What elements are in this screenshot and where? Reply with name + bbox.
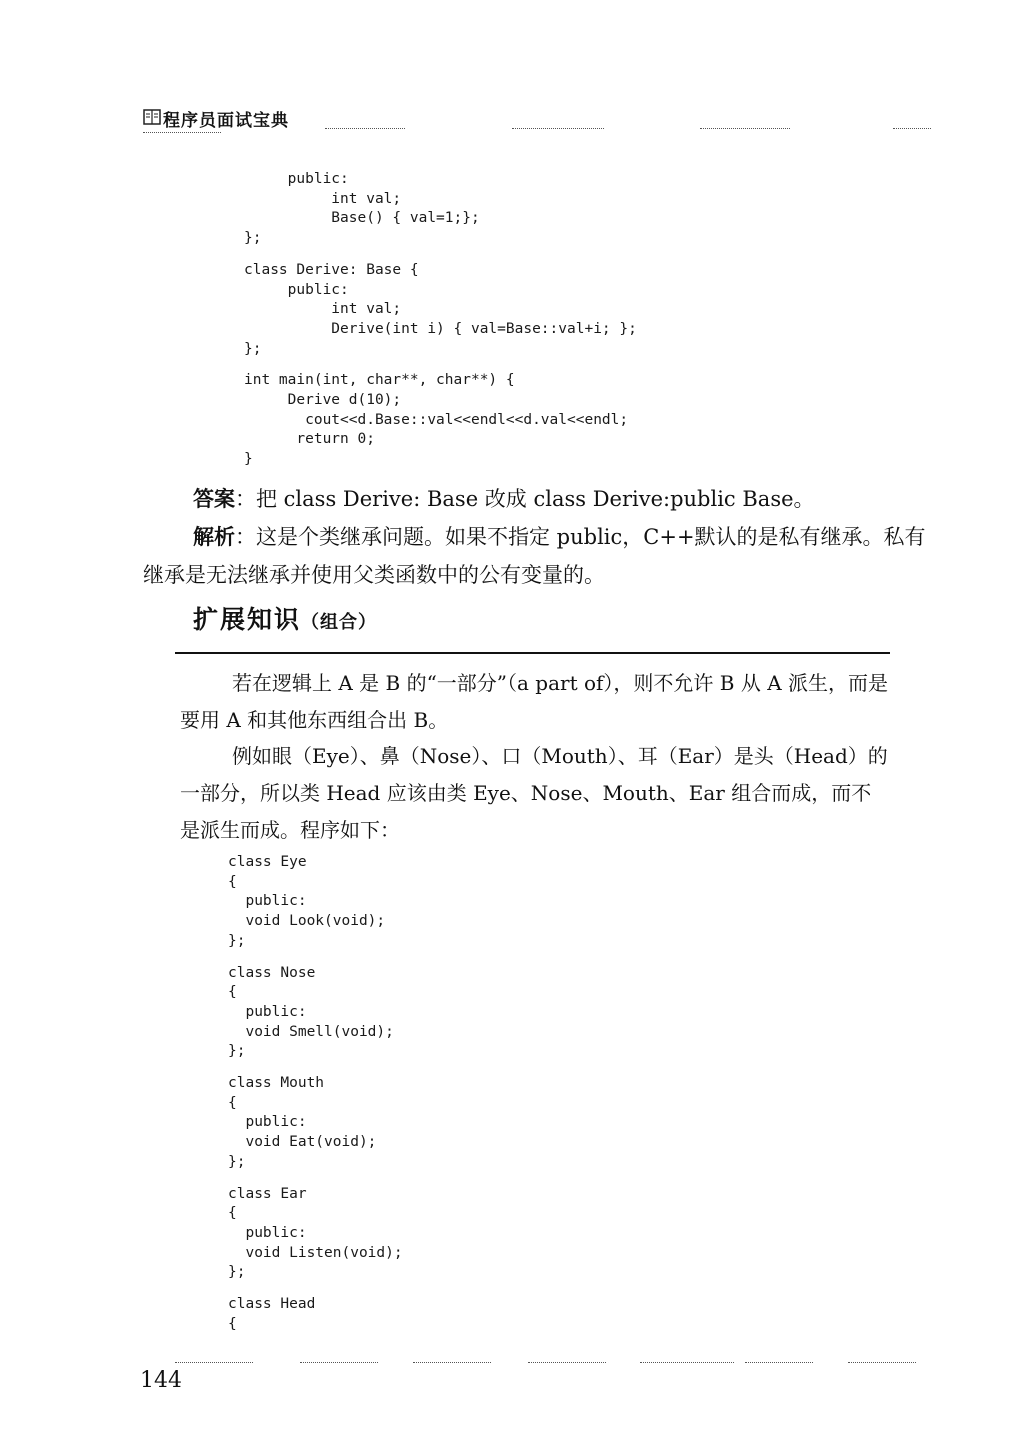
analysis-label: 解析 bbox=[193, 525, 235, 549]
section-subtitle: （组合） bbox=[301, 612, 378, 633]
footer-dotted-rule bbox=[413, 1362, 491, 1363]
code-line: class Head bbox=[228, 1296, 316, 1313]
code-line: class Eye bbox=[228, 854, 307, 870]
section-title: 扩展知识 bbox=[193, 605, 302, 634]
answer-text: ：把 class Derive: Base 改成 class Derive:public Base。 bbox=[235, 487, 815, 511]
running-header bbox=[143, 104, 933, 140]
header-dotted-rule bbox=[143, 132, 221, 133]
code-line: public: bbox=[228, 893, 307, 910]
code-line: public: bbox=[228, 1224, 307, 1241]
code-line: public: bbox=[244, 281, 349, 298]
header-dotted-rule bbox=[512, 128, 604, 129]
book-icon bbox=[143, 108, 161, 126]
header-dotted-rule bbox=[325, 128, 405, 129]
header-title: 程序员面试宝典 bbox=[163, 111, 289, 131]
code-block-derive bbox=[244, 170, 637, 470]
footer-dotted-rule bbox=[175, 1362, 253, 1363]
code-line: { bbox=[228, 873, 237, 890]
code-line: { bbox=[228, 1094, 237, 1111]
code-line: { bbox=[228, 984, 237, 1001]
code-line: Derive d(10); bbox=[244, 392, 402, 409]
code-line: Base() { val=1;}; bbox=[244, 210, 480, 227]
extension-paragraph-1: 若在逻辑上 A 是 B 的“一部分”（a part of），则不允许 B 从 A 派生，而是要用 A 和其他东西组合出 B。 bbox=[180, 671, 888, 732]
analysis-text: ：这是个类继承问题。如果不指定 public，C++默认的是私有继承。私有继承是无法继承并使用父类函数中的公有变量的。 bbox=[143, 525, 926, 587]
code-line: { bbox=[228, 1205, 237, 1222]
header-dotted-rule bbox=[893, 128, 931, 129]
code-line: public: bbox=[244, 171, 349, 187]
code-line: }; bbox=[228, 1043, 246, 1060]
section-rule bbox=[175, 652, 890, 654]
code-line: class Derive: Base { bbox=[244, 261, 419, 278]
code-line: void Look(void); bbox=[228, 913, 386, 930]
answer-label: 答案 bbox=[193, 487, 235, 511]
code-line: class Mouth bbox=[228, 1075, 325, 1092]
code-line: return 0; bbox=[244, 431, 375, 448]
footer-dotted-rule bbox=[640, 1362, 734, 1363]
code-line: int val; bbox=[244, 190, 402, 207]
code-line: { bbox=[228, 1315, 237, 1332]
section-heading bbox=[193, 600, 377, 636]
code-line: int val; bbox=[244, 301, 402, 318]
code-line: public: bbox=[228, 1003, 307, 1020]
extension-paragraph-2: 例如眼（Eye）、鼻（Nose）、口（Mouth）、耳（Ear）是头（Head）的一部分，所以类 Head 应该由类 Eye、Nose、Mouth、Ear 组合而成，而不是派生而成。程序如下： bbox=[180, 744, 888, 842]
code-line: void Eat(void); bbox=[228, 1134, 377, 1151]
code-line: void Smell(void); bbox=[228, 1023, 394, 1040]
code-line: }; bbox=[228, 1264, 246, 1281]
footer-dotted-rule bbox=[528, 1362, 606, 1363]
page-number: 144 bbox=[140, 1368, 182, 1393]
code-line: } bbox=[244, 451, 253, 468]
footer-dotted-rule bbox=[300, 1362, 378, 1363]
code-line: }; bbox=[244, 340, 262, 357]
code-line: class Nose bbox=[228, 964, 316, 981]
analysis-paragraph bbox=[143, 518, 928, 594]
code-line: public: bbox=[228, 1114, 307, 1131]
code-block-head bbox=[228, 853, 403, 1334]
answer-paragraph bbox=[193, 480, 933, 518]
code-line: int main(int, char**, char**) { bbox=[244, 372, 515, 389]
code-line: }; bbox=[228, 1153, 246, 1170]
code-line: cout<<d.Base::val<<endl<<d.val<<endl; bbox=[244, 411, 629, 428]
footer-dotted-rule bbox=[848, 1362, 916, 1363]
code-line: Derive(int i) { val=Base::val+i; }; bbox=[244, 320, 637, 337]
code-line: }; bbox=[228, 932, 246, 949]
code-line: }; bbox=[244, 230, 262, 247]
code-line: void Listen(void); bbox=[228, 1244, 403, 1261]
code-line: class Ear bbox=[228, 1185, 307, 1202]
footer-dotted-rule bbox=[745, 1362, 813, 1363]
header-dotted-rule bbox=[700, 128, 790, 129]
